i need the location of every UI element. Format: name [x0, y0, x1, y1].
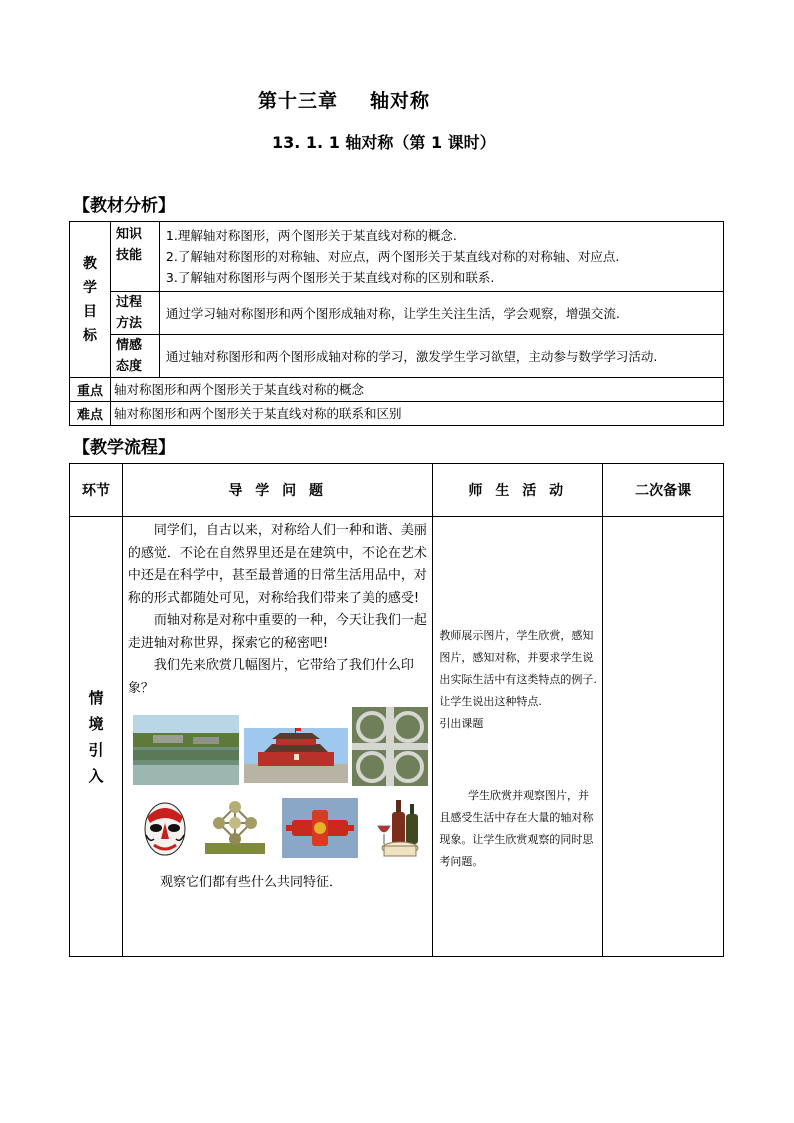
emotion-text: 通过轴对称图形和两个图形成轴对称的学习，激发学生学习欲望，主动参与数学学习活动. [159, 335, 723, 378]
analysis-table [69, 221, 724, 426]
chinese-knot-image [282, 798, 358, 858]
intro-paragraph: 同学们，自古以来，对称给人们一种和谐、美丽的感觉．不论在自然界里还是在建筑中，不论在艺术中还是在科学中，甚至最普通的日常生活用品中，对称的形式都随处可见，对称给我们带来了美的感受! [127, 523, 427, 606]
knowledge-item: 2.了解轴对称图形的对称轴、对应点，两个图形关于某直线对称的对称轴、对应点. [165, 249, 620, 264]
atomium-image [205, 799, 265, 854]
chapter-number: 第十三章 [258, 90, 339, 112]
header-guide: 导 学 问 题 [122, 464, 433, 517]
activity-text-1: 教师展示图片，学生欣赏，感知图片，感知对称，并要求学生说出实际生活中有这类特点的例子.让学生说出这种特点. [439, 629, 597, 708]
lesson-title: 13. 1. 1 轴对称（第 1 课时） [272, 133, 496, 152]
key-point-text: 轴对称图形和两个图形关于某直线对称的概念 [110, 378, 723, 402]
backup-content [603, 517, 724, 957]
tiananmen-photo [244, 728, 348, 783]
knowledge-label: 知识 技能 [110, 222, 159, 292]
header-backup: 二次备课 [603, 464, 724, 517]
header-activity: 师 生 活 动 [433, 464, 603, 517]
process-label: 过程 方法 [110, 292, 159, 335]
interchange-photo [352, 707, 428, 786]
header-stage: 环节 [70, 464, 123, 517]
process-text: 通过学习轴对称图形和两个图形成轴对称，让学生关注生活，学会观察，增强交流. [159, 292, 723, 335]
section-title-analysis: 【教材分析】 [73, 196, 175, 216]
garden-lake-photo [133, 715, 239, 785]
key-point-label: 重点 [70, 378, 111, 402]
opera-mask-image [140, 799, 190, 857]
section-title-flow: 【教学流程】 [73, 438, 175, 458]
knowledge-item: 3.了解轴对称图形与两个图形关于某直线对称的区别和联系. [165, 270, 495, 285]
knowledge-items [159, 222, 723, 292]
intro-paragraph: 我们先来欣赏几幅图片，它带给了我们什么印象？ [127, 658, 414, 696]
difficulty-text: 轴对称图形和两个图形关于某直线对称的联系和区别 [110, 402, 723, 426]
goals-label: 教 学 目 标 [70, 222, 111, 378]
activity-text-2: 学生欣赏并观察图片，并且感受生活中存在大量的轴对称现象。让学生欣赏观察的同时思考问题。 [439, 789, 594, 868]
wine-bottles-image [376, 798, 424, 862]
chapter-heading [258, 86, 430, 113]
observe-question: 观察它们都有些什么共同特征． [160, 875, 343, 890]
emotion-label: 情感 态度 [110, 335, 159, 378]
knowledge-item: 1.理解轴对称图形，两个图形关于某直线对称的概念. [165, 228, 457, 243]
intro-paragraph: 而轴对称是对称中重要的一种，今天让我们一起走进轴对称世界，探索它的秘密吧! [127, 613, 427, 651]
activity-text-1b: 引出课题 [439, 717, 484, 730]
chapter-topic: 轴对称 [370, 90, 431, 112]
difficulty-label: 难点 [70, 402, 111, 426]
activity-content [433, 517, 603, 957]
stage-label: 情 境 引 入 [70, 517, 123, 957]
